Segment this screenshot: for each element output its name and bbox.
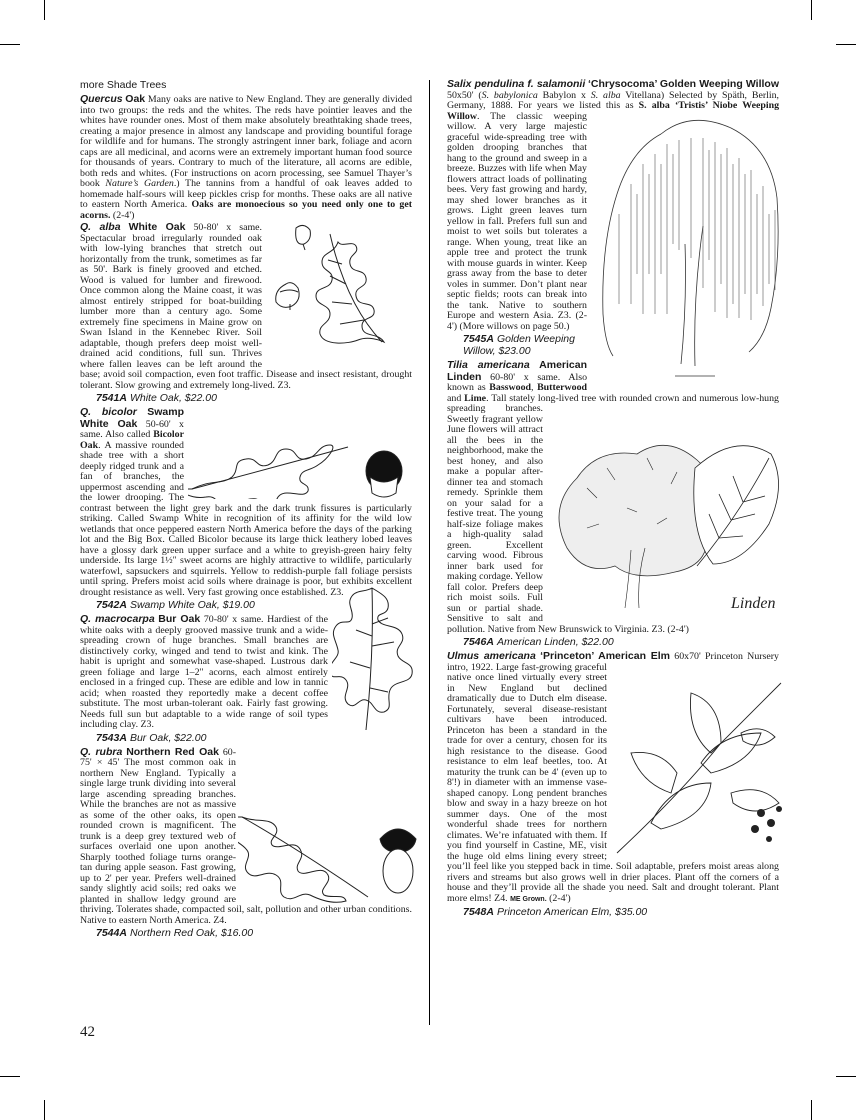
- latin-name: Q. alba: [80, 221, 121, 233]
- weeping-willow-illustration: [591, 114, 787, 390]
- entry-bur-oak: [80, 614, 412, 731]
- latin-name: Quercus: [80, 93, 123, 105]
- crop-mark: [0, 44, 20, 45]
- alternate-name: Butterwood: [537, 382, 587, 393]
- crop-mark: [44, 0, 45, 20]
- description: . The classic weeping willow. A very large majestic graceful wide-spreading tree with golden drooping branches that hang to the ground and sweep in a breeze. Buzzes with life when May flowers attract loads of pollinating bees. Very fast growing and hardy, may shed lower branches as it grows. Light green leaves turn yellow in fall. Prefers full sun and moist to wet soils but tolerates a range. When young, treat like an apple tree and protect the trunk with mouse guards in winter. Keep grass away from the base to deter voles in summer. Don’t plant near septic fields; roots can break into the tank. Native to southern Europe and western Asia. Z3. (2-4') (More willows on page 50.): [447, 110, 587, 332]
- description: 60x70' Princeton Nursery intro, 1922. Large fast-growing graceful native once lined virtually every street in New England but declined dramatically due to Dutch elm disease. Fortunately, several disease-resistant cultivars have been introduced. Princeton has been a standard in the trade for over a century, chosen for its high resistance to the disease. Good resistance to elm leaf beetles, too. At maturity the trunk can be 4' (even up to 8'!) in diameter with an immense vase-shaped canopy. Long pendent branches blow and sway in a hazy breeze on hot summer days. One of the most wonderful shade trees for northern climates. We’re infatuated with them. If you find yourself in Castine, ME, visit the huge old elms lining every street; you’ll feel like you stepped back in time. Soil adaptable, prefers moist areas along rivers and streams but also grows well in drier places. Plant off the corners of a house and they’ll provide all the shade you need. Salt and drought tolerant. Plant more elms! Z4.: [447, 651, 779, 904]
- section-heading: more Shade Trees: [80, 79, 167, 91]
- description: . Tall stately long-lived tree with rounded crown and numerous low-hung spreading branches. Sweetly fragrant yellow June flowers will attract all the bees in the neighborhood, make the best honey, and also make a popular after-dinner tea and stomach remedy. Sprinkle them on your salad for a festive treat. The young half-size foliage makes a high-quality salad green. Excellent carving wood. Fibrous inner bark used for making cordage. Yellow fall color. Prefers deep rich moist soils. Full sun or partial shade. Sensitive to salt and pollution. Native from New Brunswick to Virginia. Z3. (2-4'): [447, 392, 779, 635]
- common-name: Swamp White Oak: [80, 406, 184, 430]
- order-line: [463, 636, 779, 648]
- item-code: 7543A: [96, 731, 127, 744]
- illustration-label: Linden: [731, 594, 776, 612]
- item-name-price: White Oak, $22.00: [129, 392, 217, 404]
- latin-name: Tilia americana: [447, 359, 530, 371]
- right-column: [447, 79, 779, 921]
- item-name-price: Bur Oak, $22.00: [129, 731, 207, 744]
- order-line: [96, 392, 412, 404]
- linden-illustration: [547, 428, 787, 620]
- common-name: White Oak: [128, 221, 186, 233]
- latin-name: Q. macrocarpa: [80, 613, 155, 625]
- crop-mark: [836, 44, 856, 45]
- item-code: 7548A: [463, 906, 494, 918]
- latin-name: Q. rubra: [80, 745, 123, 758]
- entry-american-elm: [447, 651, 779, 905]
- white-oak-leaf-illustration: [266, 224, 416, 360]
- bur-oak-leaf-illustration: [332, 584, 416, 732]
- item-name-price: American Linden, $22.00: [496, 636, 614, 648]
- description: 70-80' x same. Hardiest of the white oaks with a deeply grooved massive trunk and a wide-spreading crown of huge branches. Small branches are distinctively corky, winged and tend to twist and kink. The habit is upright and somewhat vase-shaped. Lustrous dark green foliage and large 1–2" acorns, each almost entirely enclosed in a fringed cup. These are edible and low in tannic acid; when roasted they reportedly make a decent coffee substitute. The most urban-tolerant oak. Fairly fast growing. Needs full sun but adaptable to a wide range of soil types including clay. Z3.: [80, 614, 328, 730]
- common-name: ‘Princeton’ American Elm: [540, 650, 670, 662]
- item-code: 7544A: [96, 927, 127, 939]
- crop-mark: [44, 1100, 45, 1120]
- item-name-price: Princeton American Elm, $35.00: [496, 906, 648, 918]
- description: 50x50' (: [447, 89, 482, 101]
- former-name: S. alba ‘Tristis’ Niobe Weeping Willow: [447, 100, 780, 122]
- latin-name: Ulmus americana: [447, 650, 536, 662]
- order-line: [96, 732, 412, 744]
- common-name: Oak: [125, 93, 146, 105]
- swamp-white-oak-leaf-illustration: [188, 433, 414, 499]
- crop-mark: [0, 1076, 20, 1077]
- description: 50-60' x same. Also called: [80, 418, 184, 440]
- item-code: 7546A: [463, 636, 494, 648]
- grown-badge: ME Grown.: [510, 895, 547, 903]
- description: 50-80' x same. Spectacular broad irregularly rounded oak with low-lying branches that stretch out horizontally from the trunk, sometimes as far as 50'. Bark is finely grooved and etched. Wood is valued for lumber and firewood. Once common along the Maine coast, it was almost entirely stripped for boat-building lumber more than a century ago. Some extremely fine specimens in Maine grow on Swan Island in the Kennebec River. Soil adaptable, though prefers deep moist well-drained acid conditions, full sun. Thrives where fallen leaves can be left around the base; avoid soil compaction, even foot traffic. Disease and insect resistant, drought tolerant. Slow growing and extremely long-lived. Z3.: [80, 222, 412, 391]
- item-code: 7542A: [96, 599, 127, 611]
- description: 60-75' × 45' The most common oak in northern New England. Typically a single large trunk dividing into several large ascending spreading branches. While the branches are not as massive as some of the other oaks, its open rounded crown is magnificent. The trunk is a deep grey textured web of surfaces overlaid one upon another. Sharply toothed foliage turns orange-tan during apple season. Fast growing, up to 2' per year. Prefers well-drained sandy slightly acid soils; red oaks we planted in shallow ledgy ground are thriving. Tolerates shade, compacted soil, salt, pollution and other urban conditions. Native to eastern North America. Z4.: [80, 746, 412, 926]
- left-column: [80, 79, 412, 942]
- entry-red-oak: [80, 747, 412, 927]
- parent-species: S. alba: [590, 89, 621, 101]
- common-name: ‘Chrysocoma’ Golden Weeping Willow: [587, 78, 780, 90]
- page-number: 42: [80, 1024, 95, 1040]
- item-code: 7545A: [463, 333, 494, 345]
- crop-mark: [836, 1076, 856, 1077]
- red-oak-leaf-illustration: [238, 809, 418, 903]
- parent-species: S. babylonica: [481, 89, 538, 101]
- entry-american-linden: Tilia americana American Linden 60-80' x same. Also known as Basswood, Butterwood and Lime Linden . Tall stately long-lived tree with rounded crown and numerous low-hung spreading branches. Sweetly fragrant yellow June flowers will attract all the bees in the neighborhood, make the best honey, and also make a popular after-dinner tea and stomach remedy. Sprinkle them on your salad for a festive treat. The young half-size foliage makes a high-quality salad green. Excellent carving wood. Fibrous inner bark used for making cordage. Yellow fall color. Prefers deep rich moist soils. Full sun or partial shade. Sensitive to salt and pollution. Native from New Brunswick to Virginia. Z3. (2-4'): [447, 360, 779, 635]
- size-note: (2-4'): [112, 209, 135, 221]
- crop-mark: [811, 1100, 812, 1120]
- latin-name: Q. bicolor: [80, 406, 137, 418]
- item-name-price: Golden Weeping Willow, $23.00: [463, 333, 575, 357]
- common-name: Northern Red Oak: [126, 745, 219, 758]
- item-name-price: Swamp White Oak, $19.00: [129, 599, 255, 611]
- description: Many oaks are native to New England. They are generally divided into two groups: the reds and the whites. The reds have pointier leaves and the whites have rounder ones. Most of them make absolutely breathtaking shade trees, creating a major presence in almost any landscape and providing bountiful forage for wildlife and for humans. The strongly astringent inner bark, foliage and acorn caps are all medicinal, and acorns were an extremely important human food source for thousands of years. Contrary to much of the literature, all acorns are edible, both reds and whites. (For instructions on acorn processing, see Samuel Thayer’s book: [80, 94, 413, 189]
- alternate-name: Lime: [464, 392, 487, 404]
- alternate-name: Basswood: [489, 382, 532, 393]
- elm-leaf-illustration: [611, 673, 787, 859]
- description: Babylon x: [542, 89, 586, 101]
- entry-white-oak: [80, 222, 412, 391]
- description: . A massive rounded shade tree with a short deeply ridged trunk and a fan of branches, the uppermost ascending and the lower drooping. The contrast between the light grey bark and the dark trunk fissures is particularly striking. Called Swamp White in recognition of its affinity for the wild low wetlands that once peppered eastern North America before the days of the parking lot and the Big Box. Called Bicolor because its large thick leathery lobed leaves have a glossy dark green upper surface and a white to greyish-green hairy felty underside. Its large 1½" sweet acorns are highly attractive to wildlife, particularly waterfowl, sapsuckers and squirrels. Yellow to reddish-purple fall foliage persists until spring. Prefers moist acid soils where drainage is poor, but exhibits excellent drought resistance as well. Very fast growing once established. Z3.: [80, 439, 412, 598]
- latin-name: Salix pendulina f. salamonii: [447, 78, 586, 90]
- column-divider: [429, 80, 430, 1025]
- book-title: Nature’s Garden: [105, 178, 174, 189]
- alternate-name: Bicolor Oak: [80, 429, 184, 451]
- crop-mark: [811, 0, 812, 20]
- entry-swamp-white-oak: [80, 407, 412, 598]
- entry-weeping-willow: [447, 79, 779, 332]
- size-note: (2-4'): [549, 892, 571, 904]
- common-name: Bur Oak: [158, 613, 201, 625]
- entry-quercus: [80, 94, 412, 221]
- description: 60-80' x same. Also known as: [447, 371, 588, 393]
- description: .) The tannins from a handful of oak leaves added to homemade half-sours will keep pickles crisp for months. These oaks are all native to eastern North America.: [80, 178, 413, 210]
- description: Vitellana) Selected by Späth, Berlin, Germany, 1888. For years we listed this as: [447, 89, 780, 111]
- item-code: 7541A: [96, 392, 127, 404]
- order-line: [463, 906, 779, 918]
- order-line: [96, 927, 412, 939]
- common-name: American Linden: [447, 359, 588, 383]
- item-name-price: Northern Red Oak, $16.00: [129, 927, 254, 939]
- bold-note: Oaks are monoecious so you need only one to get acorns.: [80, 199, 412, 221]
